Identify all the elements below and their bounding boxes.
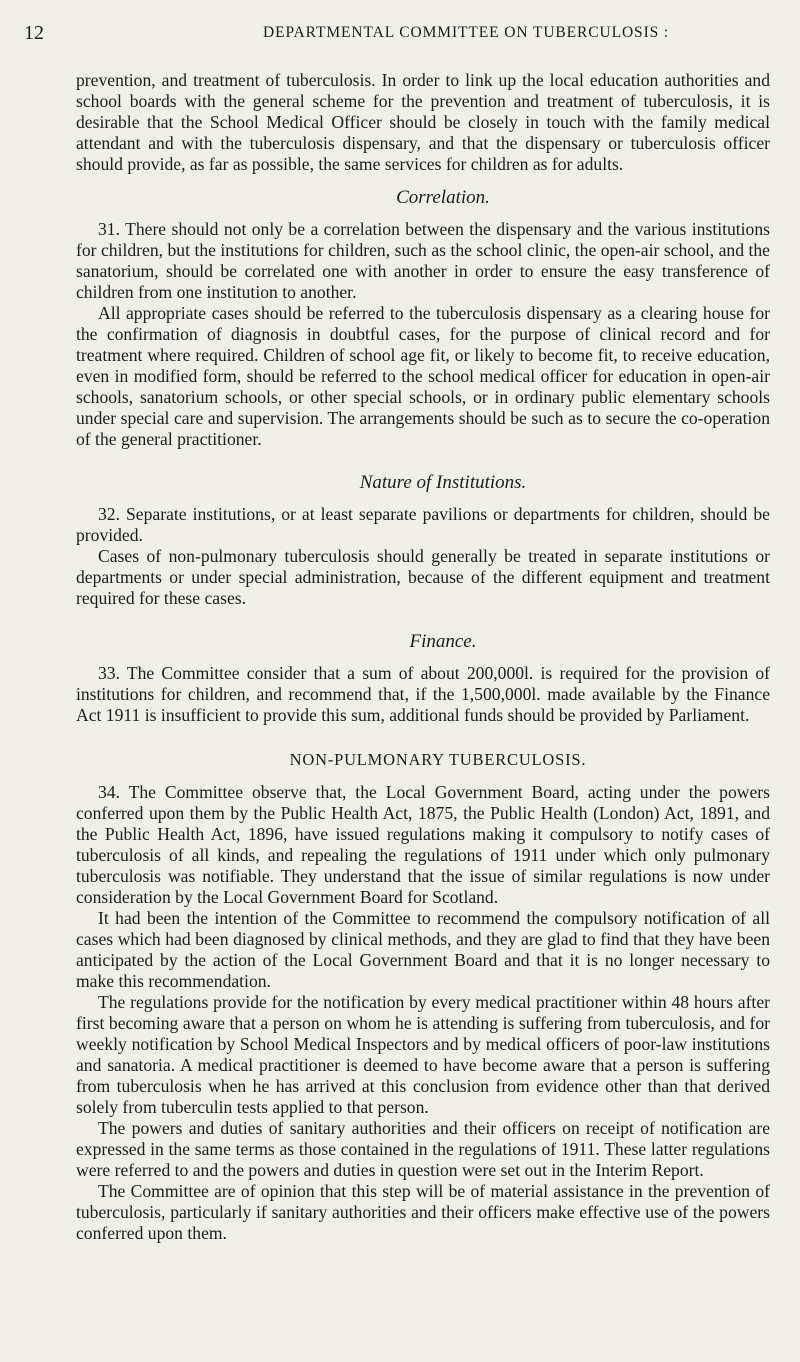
paragraph-referral: All appropriate cases should be referred to the tuberculosis dispensary as a clearing house for the confirmation of diagnosis in doubtful cases, for the purpose of clinical record and for treatment where required. Children of school age fit, or likely to become fit, to receive education, even in modified form, should be referred to the school medical officer for education in open-air schools, sanatorium schools, or other special schools, or in ordinary public elementary schools under special care and supervision. The arrangements should be such as to secure the co-operation of the general practitioner.	[76, 303, 770, 449]
running-title: DEPARTMENTAL COMMITTEE ON TUBERCULOSIS :	[263, 24, 670, 41]
paragraph-33: 33. The Committee consider that a sum of about 200,000l. is required for the provision of institutions for children, and recommend that, if the 1,500,000l. made available by the Finance Act 1911 is insufficient to provide this sum, additional funds should be provided by Parliament.	[76, 663, 770, 725]
section-heading-finance: Finance.	[409, 631, 477, 652]
section-heading-nature-of-institutions: Nature of Institutions.	[359, 472, 527, 493]
body-text	[76, 70, 770, 1244]
intro-paragraph: prevention, and treatment of tuberculosis. In order to link up the local education authorities and school boards with the general scheme for the prevention and treatment of tuberculosis, it is desirable that the School Medical Officer should be closely in touch with the family medical attendant and with the tuberculosis dispensary, and that the dispensary or tuberculosis officer should provide, as far as possible, the same services for children as for adults.	[76, 70, 770, 174]
section-heading-non-pulmonary-tuberculosis: NON-PULMONARY TUBERCULOSIS.	[289, 750, 587, 769]
paragraph-intention: It had been the intention of the Committee to recommend the compulsory notification of all cases which had been diagnosed by clinical methods, and they are glad to find that they have been anticipated by the action of the Local Government Board and that it is no longer necessary to make this recommendation.	[76, 908, 770, 991]
paragraph-31: 31. There should not only be a correlation between the dispensary and the various institutions for children, but the institutions for children, such as the school clinic, the open-air school, and the sanatorium, should be correlated one with another in order to ensure the easy transference of children from one institution to another.	[76, 219, 770, 302]
paragraph-non-pulmonary-cases: Cases of non-pulmonary tuberculosis should generally be treated in separate institutions or departments or under special administration, because of the different equipment and treatment required for these cases.	[76, 546, 770, 608]
page-number: 12	[24, 22, 44, 44]
paragraph-committee-opinion: The Committee are of opinion that this step will be of material assistance in the prevention of tuberculosis, particularly if sanitary authorities and their officers make effective use of the powers conferred upon them.	[76, 1181, 770, 1243]
paragraph-34: 34. The Committee observe that, the Local Government Board, acting under the powers conferred upon them by the Public Health Act, 1875, the Public Health (London) Act, 1891, and the Public Health Act, 1896, have issued regulations making it compulsory to notify cases of tuberculosis of all kinds, and repealing the regulations of 1911 under which only pulmonary tuberculosis was notifiable. They understand that the issue of similar regulations is now under consideration by the Local Government Board for Scotland.	[76, 782, 770, 907]
paragraph-regulations: The regulations provide for the notification by every medical practitioner within 48 hours after first becoming aware that a person on whom he is attending is suffering from tuberculosis, and for weekly notification by School Medical Inspectors and by medical officers of poor-law institutions and sanatoria. A medical practitioner is deemed to have become aware that a person is suffering from tuberculosis when he has arrived at this conclusion from evidence other than that derived solely from tuberculin tests applied to that person.	[76, 992, 770, 1117]
running-head	[24, 18, 770, 48]
paragraph-32: 32. Separate institutions, or at least separate pavilions or departments for children, should be provided.	[76, 504, 770, 545]
section-heading-correlation: Correlation.	[396, 187, 490, 208]
paragraph-powers-and-duties: The powers and duties of sanitary authorities and their officers on receipt of notification are expressed in the same terms as those contained in the regulations of 1911. These latter regulations were referred to and the powers and duties in question were set out in the Interim Report.	[76, 1118, 770, 1180]
